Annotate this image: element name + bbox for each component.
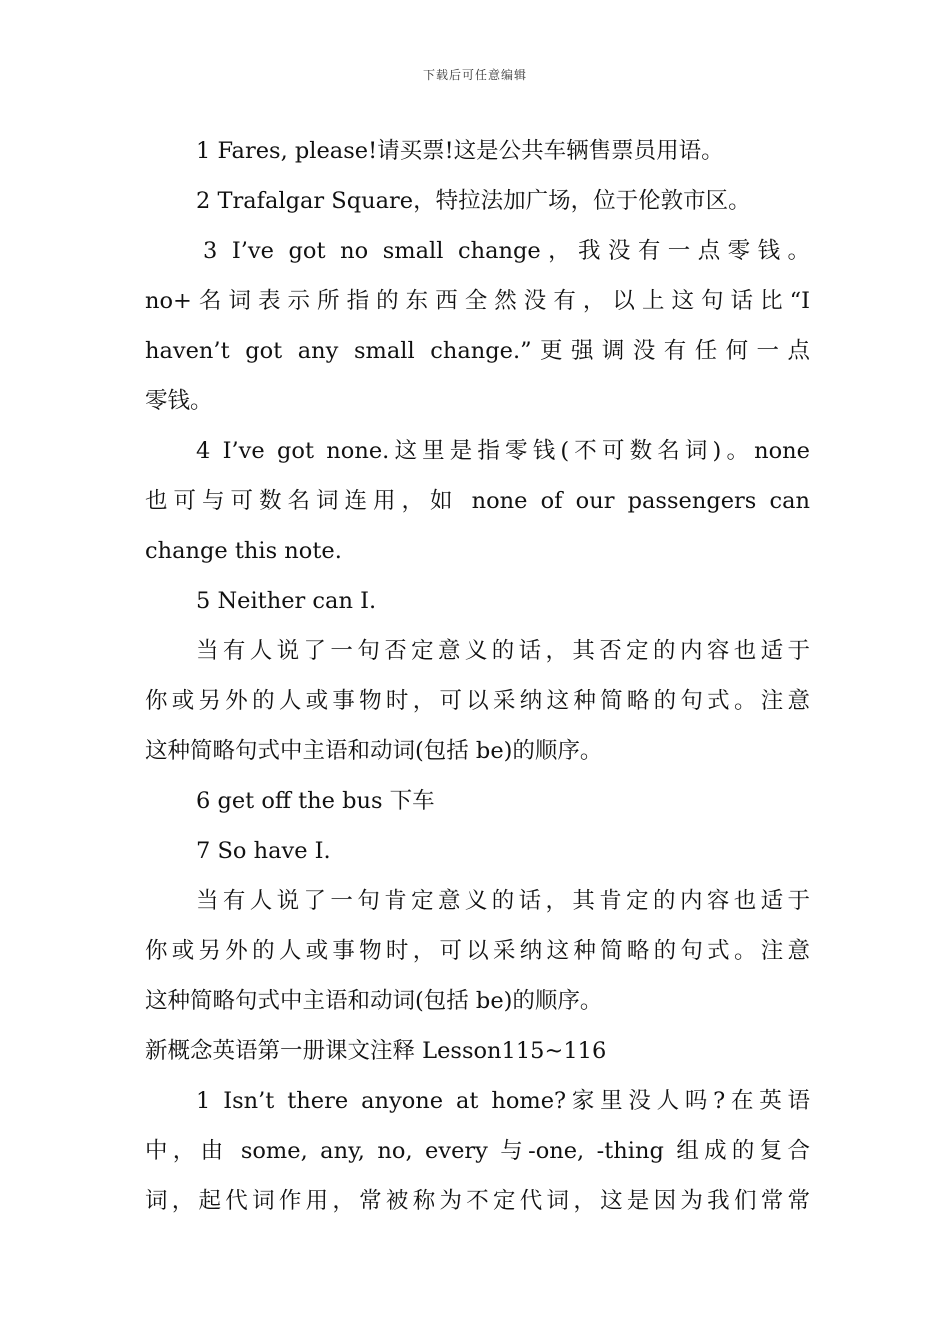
note-no-small-change-line-2: no+名词表示所指的东西全然没有，以上这句话比“I xyxy=(145,288,810,314)
note-so-have-i: 7 So have I. xyxy=(196,838,331,864)
page-header: 下载后可任意编辑 xyxy=(422,68,527,82)
note-anyone-at-home: 1 Isn’t there anyone at home?家里没人吗?在英语 xyxy=(196,1088,810,1114)
note-no-small-change-line-3: haven’t got any small change.”更强调没有任何一点 xyxy=(145,338,810,364)
note-neither-explanation: 当有人说了一句否定意义的话，其否定的内容也适于 xyxy=(196,638,810,664)
note-neither-explanation-line-3: 这种简略句式中主语和动词(包括 be)的顺序。 xyxy=(145,738,603,764)
note-no-small-change: 3 I’ve got no small change，我没有一点零钱。 xyxy=(203,238,810,264)
note-neither-explanation-line-2: 你或另外的人或事物时，可以采纳这种简略的句式。注意 xyxy=(145,688,810,714)
note-got-none-line-2: 也可与可数名词连用，如 none of our passengers can xyxy=(145,488,810,514)
note-got-none: 4 I’ve got none.这里是指零钱(不可数名词)。none xyxy=(196,438,810,464)
note-anyone-at-home-line-2: 中，由 some, any, no, every 与-one, -thing 组成的复合 xyxy=(145,1138,810,1164)
note-anyone-at-home-line-3: 词，起代词作用，常被称为不定代词，这是因为我们常常 xyxy=(145,1188,810,1214)
note-so-have-i-explanation: 当有人说了一句肯定意义的话，其肯定的内容也适于 xyxy=(196,888,810,914)
note-trafalgar-square: 2 Trafalgar Square，特拉法加广场，位于伦敦市区。 xyxy=(196,188,751,214)
note-so-have-i-explanation-line-3: 这种简略句式中主语和动词(包括 be)的顺序。 xyxy=(145,988,603,1014)
document-body xyxy=(145,128,810,1228)
note-got-none-line-3: change this note. xyxy=(145,538,342,564)
note-get-off-the-bus: 6 get off the bus 下车 xyxy=(196,788,435,814)
note-no-small-change-line-4: 零钱。 xyxy=(145,388,213,414)
note-fares-please: 1 Fares, please!请买票!这是公共车辆售票员用语。 xyxy=(196,138,724,164)
note-neither-can-i: 5 Neither can I. xyxy=(196,588,377,614)
section-title-lesson-115-116: 新概念英语第一册课文注释 Lesson115~116 xyxy=(145,1038,607,1064)
note-so-have-i-explanation-line-2: 你或另外的人或事物时，可以采纳这种简略的句式。注意 xyxy=(145,938,810,964)
